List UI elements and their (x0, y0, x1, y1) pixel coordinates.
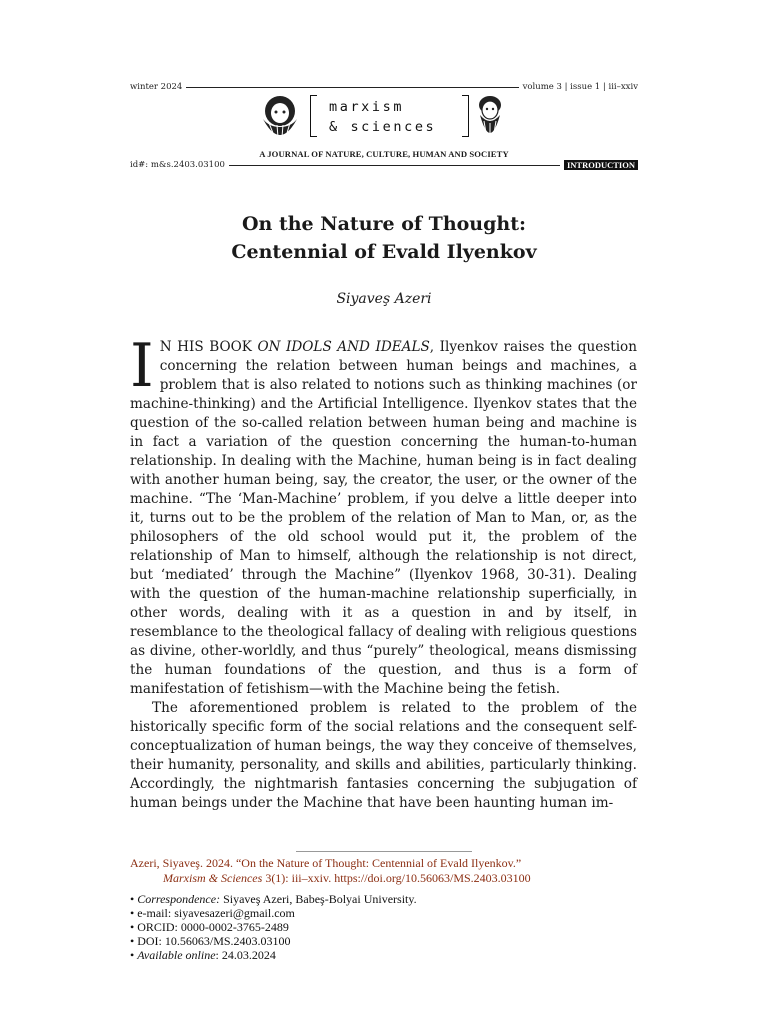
article-body (130, 331, 637, 813)
volume-info: volume 3 | issue 1 | iii–xxiv (522, 82, 638, 92)
journal-masthead (255, 93, 505, 145)
correspondence-value: Siyaveş Azeri, Babeş-Bolyai University. (220, 892, 417, 906)
citation-doi-link[interactable]: 3(1): iii–xxiv. https://doi.org/10.56063/MS.2403.03100 (262, 871, 531, 885)
paragraph-2: The aforementioned problem is related to the problem of the historically specific form of the social relations and the consequent self-conceptualization of human beings, the way they conceive of themselves, their humanity, personality, and skills and abilities, particularly thinking. Accordingly, the nightmarish fantasies concerning the subjugation of human beings under the Machine that have been haunting human im- (130, 700, 637, 811)
paragraph-1-lead: N HIS BOOK (159, 339, 258, 355)
orcid-text: ORCID: 0000-0002-3765-2489 (137, 920, 289, 934)
engels-portrait-icon (473, 93, 507, 143)
meta-correspondence: • Correspondence: Siyaveş Azeri, Babeş-Bolyai University. (130, 892, 417, 906)
journal-name-line2: & sciences (329, 119, 437, 135)
citation-journal: Marxism & Sciences (163, 871, 263, 885)
article-title (130, 210, 638, 266)
bracket-left (310, 95, 317, 137)
email-text[interactable]: e-mail: siyavesazeri@gmail.com (137, 906, 295, 920)
citation-line-2 (130, 871, 637, 886)
paragraph-1 (130, 331, 637, 699)
citation-block (130, 856, 637, 886)
drop-cap: I (130, 331, 154, 401)
meta-email: • e-mail: siyavesazeri@gmail.com (130, 906, 295, 920)
section-tag: INTRODUCTION (564, 160, 638, 170)
header-id-line (130, 160, 638, 170)
doi-text[interactable]: DOI: 10.56063/MS.2403.03100 (137, 934, 291, 948)
title-line-1: On the Nature of Thought: (241, 213, 527, 235)
article-id: id#: m&s.2403.03100 (130, 160, 225, 170)
bracket-right (462, 95, 469, 137)
available-label: Available online (137, 948, 216, 962)
meta-available: • Available online: 24.03.2024 (130, 948, 276, 962)
issue-season: winter 2024 (130, 82, 183, 92)
book-title: ON IDOLS AND IDEALS (257, 339, 430, 355)
paragraph-1-text: , Ilyenkov raises the question concerning the relation between human beings and machines, a problem that is also related to notions such as thinking machines (or machine-thinking) and the Artificial Intelligence. Ilyenkov states that the question of the so-called relation between human being and machine is in fact a variation of the question concerning the human-to-human relationship. In dealing with the Machine, human being is in fact dealing with another human being, say, the creator, the user, or the owner of the machine. “The ‘Man-Machine’ problem, if you delve a little deeper into it, turns out to be the problem of the relation of Man to Man, or, as the philosophers of the old school would put it, the problem of the relationship of Man to himself, although the relationship is not direct, but ‘mediated’ through the Machine” (Ilyenkov 1968, 30-31). Dealing with the question of the human-machine relationship superficially, in other words, dealing with it as a question in and by itself, in resemblance to the theological fallacy of dealing with religious questions as divine, other-worldly, and thus “purely” theological, means dismissing the human foundations of the question, and thus is a form of manifestation of fetishism—with the Machine being the fetish. (130, 339, 637, 697)
journal-subtitle: A JOURNAL OF NATURE, CULTURE, HUMAN AND SOCIETY (259, 149, 509, 159)
id-rule (229, 165, 560, 166)
header-top-line (130, 82, 638, 92)
author-name: Siyaveş Azeri (336, 291, 432, 307)
journal-name (329, 97, 436, 137)
citation-line-1: Azeri, Siyaveş. 2024. “On the Nature of Thought: Centennial of Evald Ilyenkov.” (130, 856, 522, 870)
article-meta (130, 892, 637, 962)
meta-orcid: • ORCID: 0000-0002-3765-2489 (130, 920, 289, 934)
journal-name-line1: marxism (329, 99, 405, 115)
marx-portrait-icon (255, 93, 305, 143)
footnote-divider (296, 851, 472, 852)
available-value: : 24.03.2024 (215, 948, 276, 962)
title-line-2: Centennial of Evald Ilyenkov (231, 241, 537, 263)
meta-doi: • DOI: 10.56063/MS.2403.03100 (130, 934, 291, 948)
correspondence-label: Correspondence: (137, 892, 221, 906)
header-rule (186, 87, 518, 88)
